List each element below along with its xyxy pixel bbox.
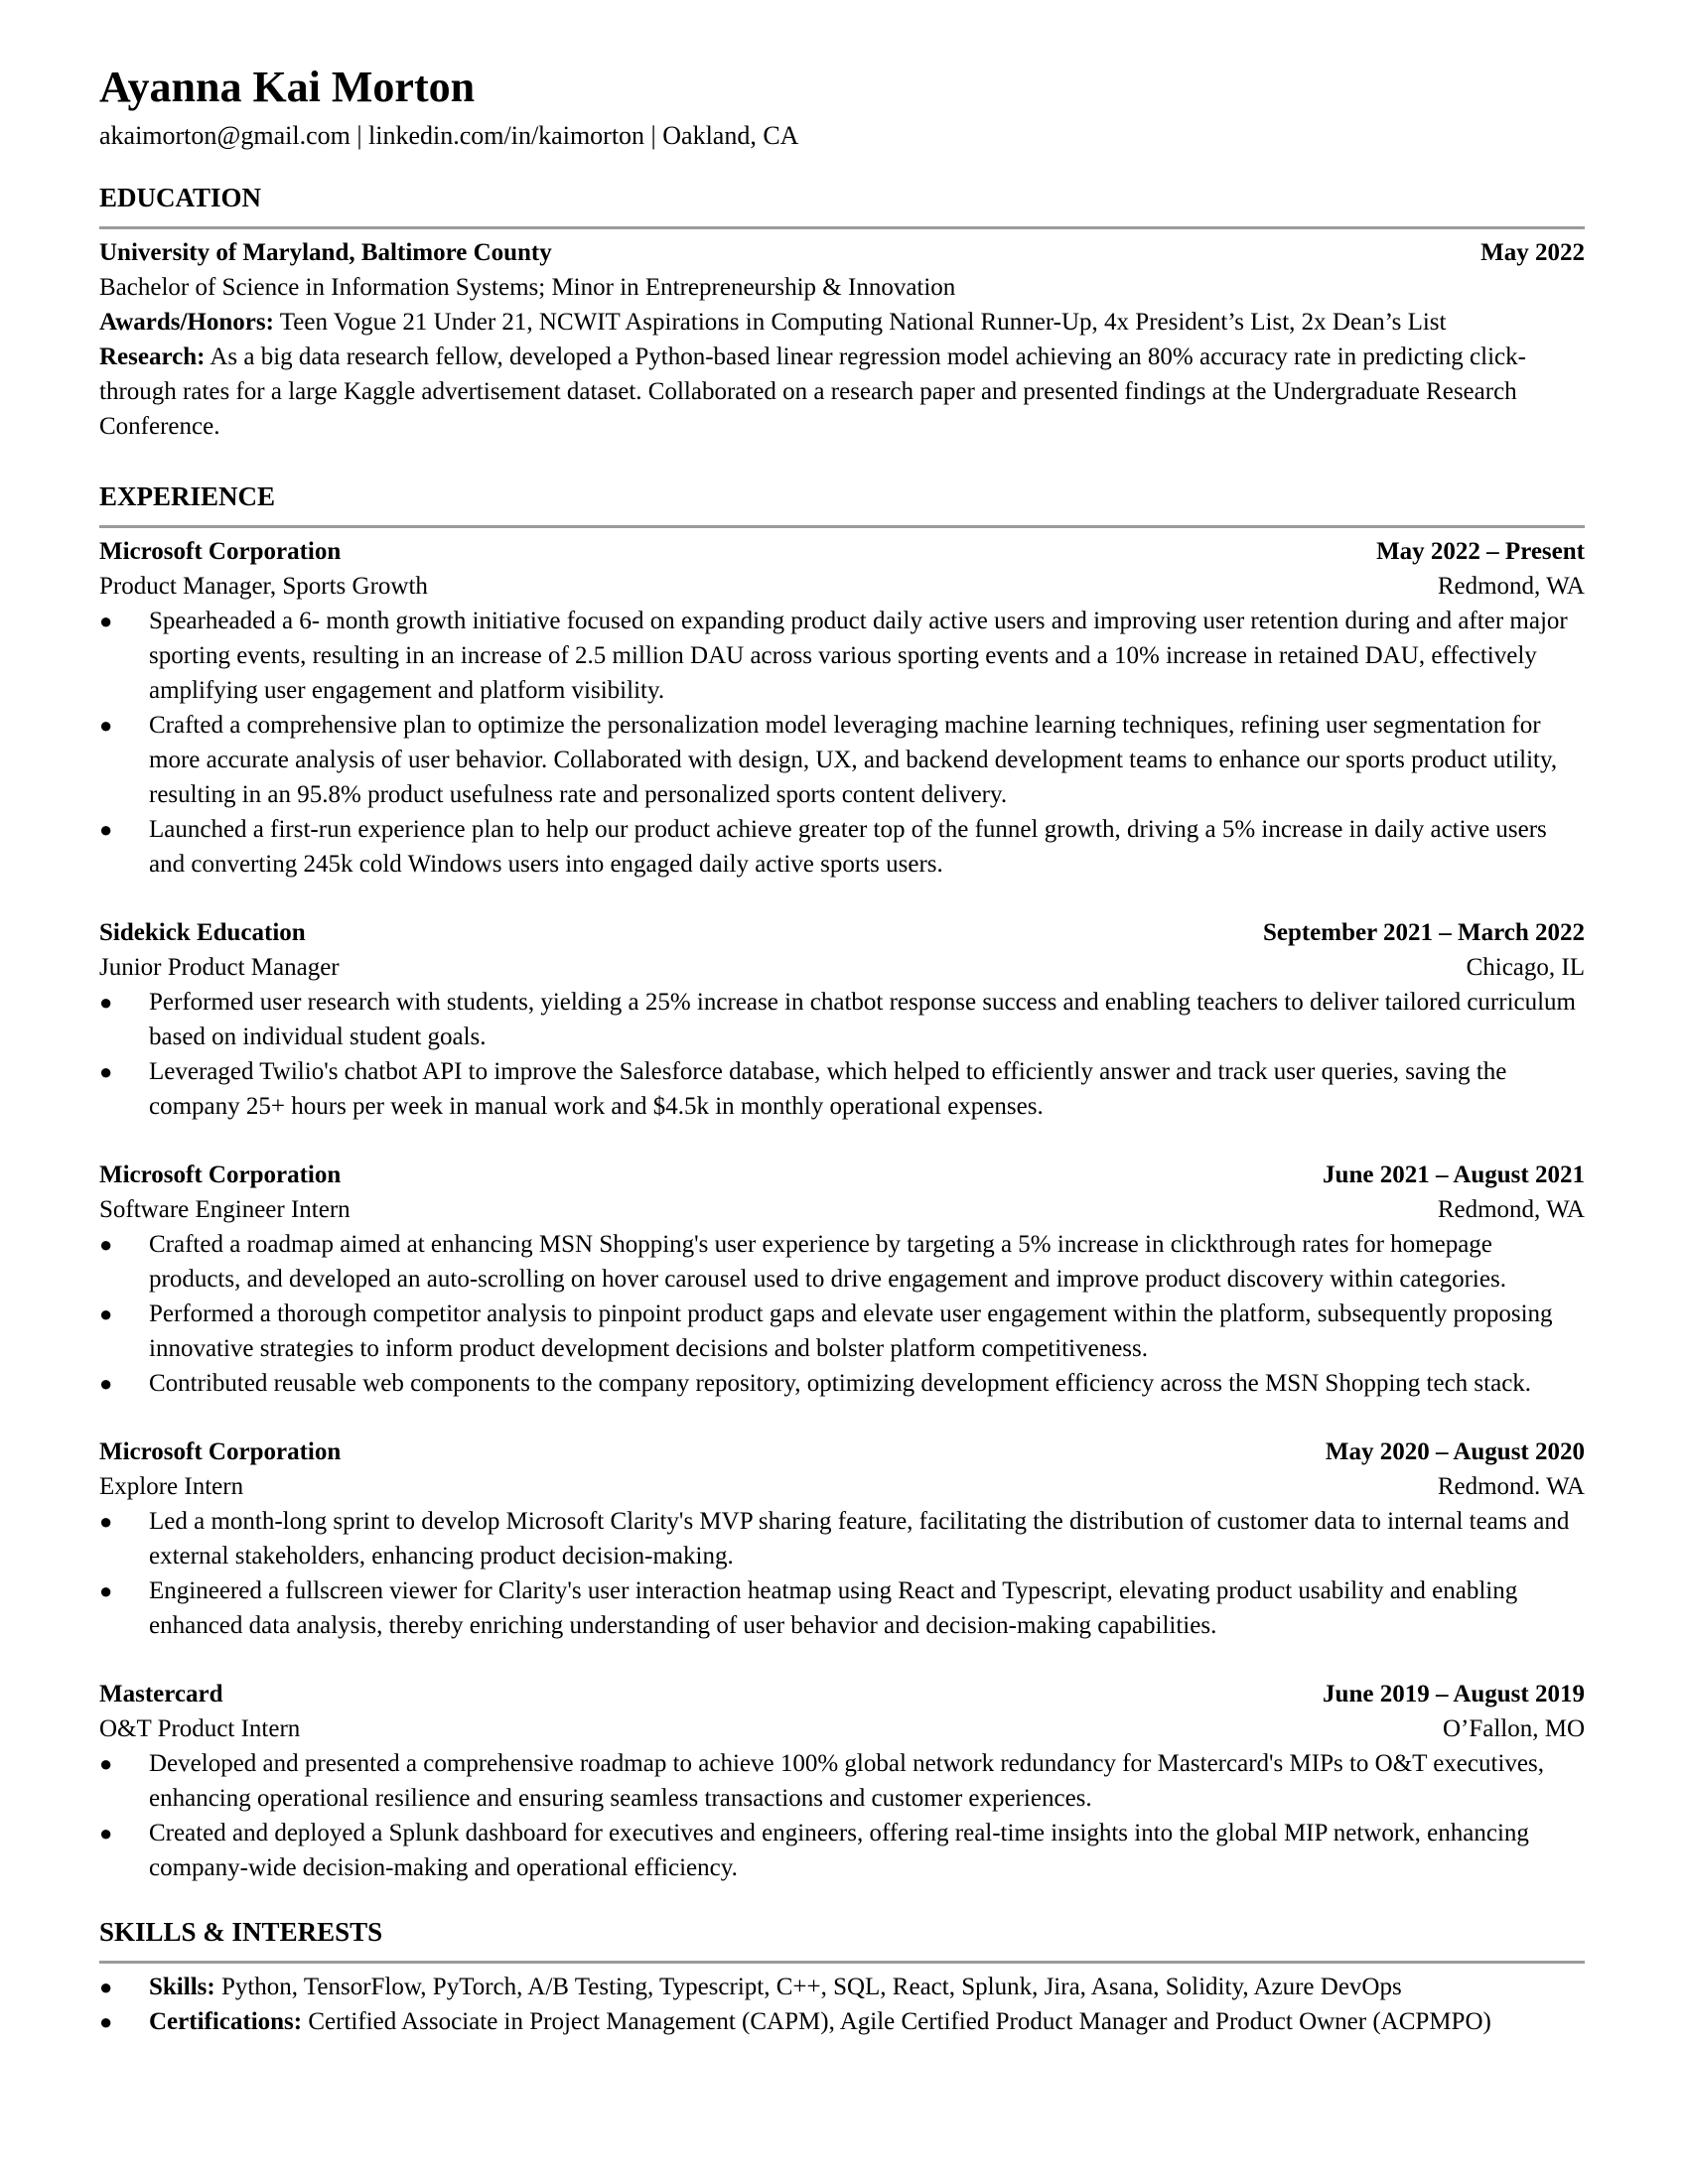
bullet-icon: ● <box>99 1371 113 1396</box>
job-dates: June 2019 – August 2019 <box>1323 1681 1585 1707</box>
company-name: Microsoft Corporation <box>99 1438 342 1465</box>
bullet-icon: ● <box>99 1301 113 1326</box>
job-header-row <box>99 1158 1585 1192</box>
bullet-text: Developed and presented a comprehensive roadmap to achieve 100% global network redundancy for Mastercard's MIPs to O&T executives, enhancing operational resilience and ensuring seamless transactions and customer experiences. <box>149 1750 1544 1812</box>
job-location: Chicago, IL <box>1466 954 1585 981</box>
job-location: Redmond. WA <box>1437 1473 1585 1500</box>
bullet-item <box>99 1746 1585 1816</box>
skills-section <box>99 1915 1585 2039</box>
job-bullets <box>99 1746 1585 1885</box>
job-title: Product Manager, Sports Growth <box>99 573 428 600</box>
job-role-row <box>99 1711 1585 1746</box>
bullet-text: Leveraged Twilio's chatbot API to improve the Salesforce database, which helped to efficiently answer and track user queries, saving the company 25+ hours per week in manual work and $4.5k in monthly operational expenses. <box>149 1058 1507 1120</box>
bullet-icon: ● <box>99 1975 113 1999</box>
bullet-item <box>99 1504 1585 1573</box>
bullet-item <box>99 1366 1585 1401</box>
bullet-icon: ● <box>99 990 113 1015</box>
job-dates: June 2021 – August 2021 <box>1323 1161 1585 1188</box>
bullet-text: Crafted a comprehensive plan to optimize the personalization model leveraging machine learning techniques, refining user segmentation for more accurate analysis of user behavior. Collaborated with design, UX, and backend development teams to enhance our sports product utility, resulting in an 95.8% product usefulness rate and personalized sports content delivery. <box>149 712 1558 808</box>
experience-entry <box>99 1158 1585 1401</box>
bullet-icon: ● <box>99 1821 113 1845</box>
skill-label: Skills: <box>149 1974 215 2000</box>
contact-line: akaimorton@gmail.com | linkedin.com/in/kaimorton | Oakland, CA <box>99 121 799 150</box>
company-name: Microsoft Corporation <box>99 1161 342 1188</box>
job-dates: May 2020 – August 2020 <box>1325 1438 1585 1465</box>
section-divider <box>99 525 1585 528</box>
experience-section <box>99 479 1585 1885</box>
bullet-icon: ● <box>99 609 113 633</box>
skill-item <box>99 2004 1585 2039</box>
job-bullets <box>99 1504 1585 1643</box>
bullet-icon: ● <box>99 1059 113 1084</box>
company-name: Sidekick Education <box>99 919 306 946</box>
resume-page <box>99 60 1585 2039</box>
job-dates: May 2022 – Present <box>1376 538 1585 565</box>
skill-text: Python, TensorFlow, PyTorch, A/B Testing, Typescript, C++, SQL, React, Splunk, Jira, Asana, Solidity, Azure DevOps <box>214 1974 1402 2000</box>
graduation-date: May 2022 <box>1480 239 1585 266</box>
section-divider <box>99 226 1585 229</box>
candidate-name: Ayanna Kai Morton <box>99 63 476 111</box>
bullet-text: Crafted a roadmap aimed at enhancing MSN Shopping's user experience by targeting a 5% increase in clickthrough rates for homepage products, and developed an auto-scrolling on hover carousel used to drive engagement and improve product discovery within categories. <box>149 1231 1506 1293</box>
bullet-item <box>99 1227 1585 1297</box>
job-title: Junior Product Manager <box>99 954 340 981</box>
section-title-education: EDUCATION <box>99 183 262 212</box>
bullet-item <box>99 604 1585 708</box>
job-role-row <box>99 1192 1585 1227</box>
bullet-icon: ● <box>99 817 113 842</box>
bullet-icon: ● <box>99 1232 113 1257</box>
job-title: Software Engineer Intern <box>99 1196 351 1223</box>
job-location: Redmond, WA <box>1437 573 1585 600</box>
education-header-row <box>99 235 1585 270</box>
bullet-icon: ● <box>99 1578 113 1603</box>
bullet-text: Performed a thorough competitor analysis to pinpoint product gaps and elevate user engagement within the platform, subsequently proposing innovative strategies to inform product development decisions and bolster platform competitiveness. <box>149 1300 1553 1362</box>
bullet-text: Launched a first-run experience plan to help our product achieve greater top of the funnel growth, driving a 5% increase in daily active users and converting 245k cold Windows users into engaged daily active sports users. <box>149 816 1547 878</box>
research-text: As a big data research fellow, developed a Python-based linear regression model achieving an 80% accuracy rate in predicting click-through rates for a large Kaggle advertisement dataset. Collaborated on a research paper and presented findings at the Undergraduate Research Conference. <box>99 343 1526 440</box>
bullet-item <box>99 708 1585 812</box>
bullet-item <box>99 1816 1585 1885</box>
job-dates: September 2021 – March 2022 <box>1262 919 1585 946</box>
bullet-text: Created and deployed a Splunk dashboard for executives and engineers, offering real-time insights into the global MIP network, enhancing company-wide decision-making and operational efficiency. <box>149 1820 1529 1881</box>
bullet-item <box>99 1573 1585 1643</box>
experience-entry <box>99 915 1585 1124</box>
job-header-row <box>99 1677 1585 1711</box>
experience-list <box>99 534 1585 1885</box>
job-role-row <box>99 1469 1585 1504</box>
bullet-text: Performed user research with students, yielding a 25% increase in chatbot response success and enabling teachers to deliver tailored curriculum based on individual student goals. <box>149 989 1576 1050</box>
job-header-row <box>99 534 1585 569</box>
company-name: Mastercard <box>99 1681 223 1707</box>
bullet-text: Engineered a fullscreen viewer for Clarity's user interaction heatmap using React and Typescript, elevating product usability and enabling enhanced data analysis, thereby enriching understanding of user behavior and decision-making capabilities. <box>149 1577 1518 1639</box>
bullet-icon: ● <box>99 713 113 738</box>
awards-text: Teen Vogue 21 Under 21, NCWIT Aspirations in Computing National Runner-Up, 4x President’s List, 2x Dean’s List <box>273 309 1447 336</box>
education-section <box>99 181 1585 444</box>
job-title: O&T Product Intern <box>99 1715 301 1742</box>
bullet-text: Led a month-long sprint to develop Microsoft Clarity's MVP sharing feature, facilitating the distribution of customer data to internal teams and external stakeholders, enhancing product decision-making. <box>149 1508 1570 1570</box>
skill-text: Certified Associate in Project Management (CAPM), Agile Certified Product Manager and Product Owner (ACPMPO) <box>302 2008 1491 2035</box>
bullet-item <box>99 1054 1585 1124</box>
section-title-skills: SKILLS & INTERESTS <box>99 1917 383 1947</box>
research-line <box>99 340 1585 444</box>
school-name: University of Maryland, Baltimore County <box>99 239 552 266</box>
bullet-item <box>99 812 1585 882</box>
bullet-text: Spearheaded a 6- month growth initiative focused on expanding product daily active users and improving user retention during and after major sporting events, resulting in an increase of 2.5 million DAU across various sporting events and a 10% increase in retained DAU, effectively amplifying user engagement and platform visibility. <box>149 608 1568 704</box>
bullet-icon: ● <box>99 1751 113 1776</box>
job-location: O’Fallon, MO <box>1442 1715 1585 1742</box>
job-header-row <box>99 915 1585 950</box>
job-bullets <box>99 1227 1585 1401</box>
section-title-experience: EXPERIENCE <box>99 481 276 511</box>
skills-list <box>99 1970 1585 2039</box>
bullet-icon: ● <box>99 2009 113 2034</box>
skill-label: Certifications: <box>149 2008 303 2035</box>
job-location: Redmond, WA <box>1437 1196 1585 1223</box>
section-divider <box>99 1961 1585 1964</box>
skill-item <box>99 1970 1585 2004</box>
experience-entry <box>99 534 1585 882</box>
bullet-item <box>99 985 1585 1054</box>
job-role-row <box>99 950 1585 985</box>
job-header-row <box>99 1434 1585 1469</box>
experience-entry <box>99 1434 1585 1643</box>
job-bullets <box>99 604 1585 882</box>
bullet-icon: ● <box>99 1509 113 1534</box>
experience-entry <box>99 1677 1585 1885</box>
job-bullets <box>99 985 1585 1124</box>
research-label: Research: <box>99 343 206 370</box>
bullet-text: Contributed reusable web components to the company repository, optimizing development efficiency across the MSN Shopping tech stack. <box>149 1370 1532 1397</box>
bullet-item <box>99 1297 1585 1366</box>
company-name: Microsoft Corporation <box>99 538 342 565</box>
degree-line: Bachelor of Science in Information Systems; Minor in Entrepreneurship & Innovation <box>99 274 956 301</box>
job-role-row <box>99 569 1585 604</box>
job-title: Explore Intern <box>99 1473 244 1500</box>
awards-label: Awards/Honors: <box>99 309 274 336</box>
awards-line <box>99 305 1585 340</box>
